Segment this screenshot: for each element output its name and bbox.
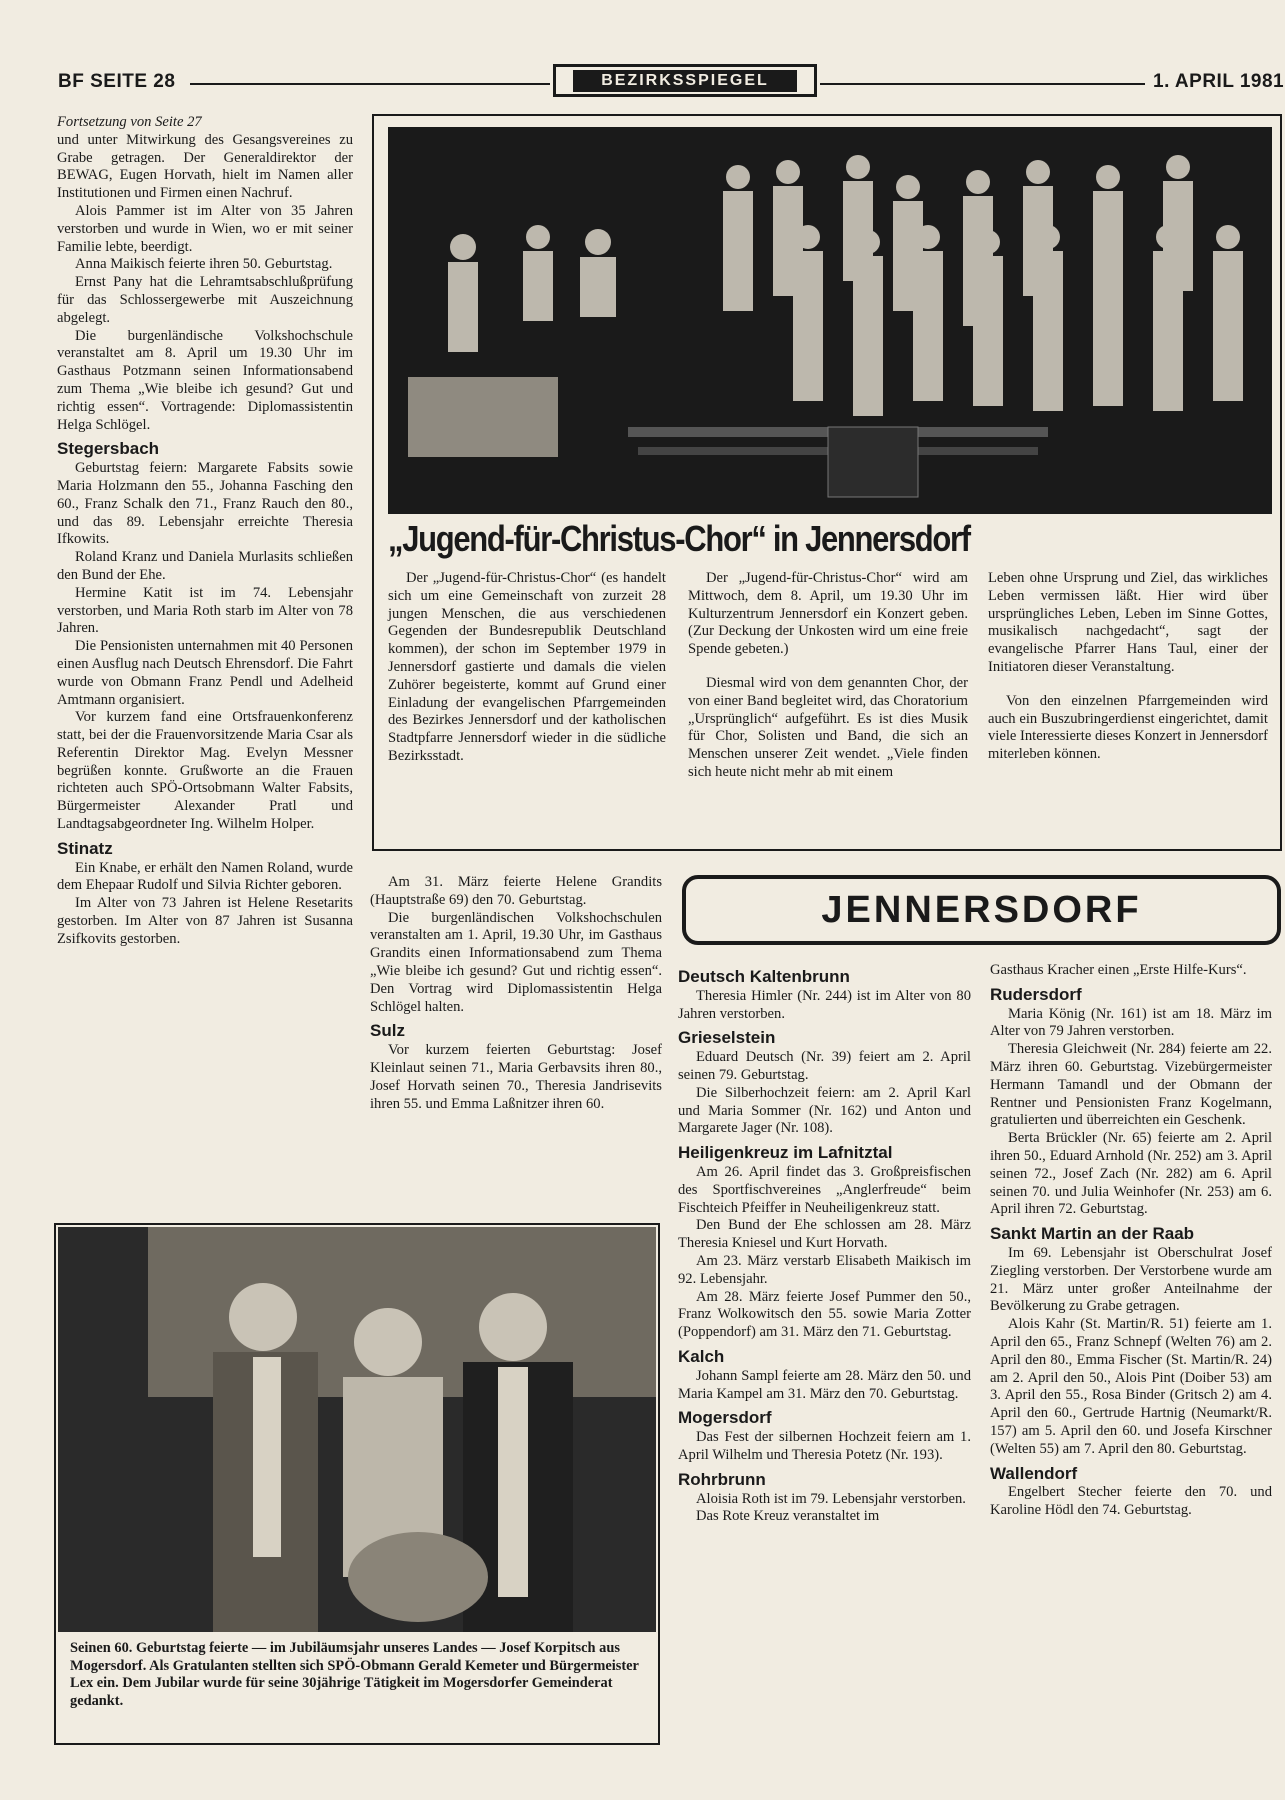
choir-photo-image — [388, 127, 1272, 514]
section-title: BEZIRKSSPIEGEL — [573, 70, 797, 92]
banner-title: JENNERSDORF — [821, 888, 1142, 931]
paragraph: Diesmal wird von dem genannten Chor, der von einer Band begleitet wird, das Choratorium „Ursprünglich“ aufgeführt. Es ist dies Musik für Chor, Solisten und Band, die sich an Menschen unserer Zeit wendet. „Viele finden sich heute nicht mehr ab mit einem — [688, 674, 968, 780]
paragraph: Das Fest der silbernen Hochzeit feiern am 1. April Wilhelm und Theresia Potetz (Nr. 193). — [678, 1429, 971, 1463]
paragraph: Gasthaus Kracher einen „Erste Hilfe-Kurs“. — [990, 962, 1247, 978]
feature-column-3 — [988, 570, 1268, 764]
paragraph: Alois Kahr (St. Martin/R. 51) feierte am 1. April den 65., Franz Schnepf (Welten 76) am 2. April den 80., Emma Fischer (St. Martin/R. 24) am 2. April den 50., Alois Pint (Doiber 53) am 3. April den 55., Rosa Binder (Gritsch 2) am 4. April den 60., Gertrude Hartnig (Neumarkt/R. 157) am 5. April den 60. und Josefa Kirschner (Welten 55) am 7. April den 80. Geburtstag. — [990, 1316, 1272, 1457]
paragraph: Am 28. März feierte Josef Pummer den 50., Franz Wolkowitsch den 55. sowie Maria Zotter (Poppendorf) am 31. März den 71. Geburtstag. — [678, 1288, 971, 1341]
locality-heading: Heiligenkreuz im Lafnitztal — [678, 1143, 893, 1163]
feature-column-2 — [688, 570, 968, 782]
paragraph: Vor kurzem fand eine Ortsfrauenkonferenz statt, bei der die Frauenvorsitzende Maria Csar als Referentin Direktor Mag. Evelyn Messner begrüßen konnte. Grußworte an die Frauen richteten auch SPÖ-Ortsobmann Walter Fabsits, Bürgermeister Alexander Pratl und Landtagsabgeordneter Ing. Wilhelm Holper. — [57, 709, 353, 833]
continuation-note: Fortsetzung von Seite 27 — [57, 114, 202, 130]
paragraph: Maria König (Nr. 161) ist am 18. März im Alter von 79 Jahren verstorben. — [990, 1005, 1272, 1040]
locality-heading: Mogersdorf — [678, 1408, 772, 1428]
jennersdorf-banner — [682, 875, 1281, 945]
locality-heading: Rohrbrunn — [678, 1469, 766, 1489]
jennersdorf-column-a — [678, 962, 971, 1526]
paragraph: Die Pensionisten unternahmen mit 40 Personen einen Ausflug nach Deutsch Ehrensdorf. Die Fahrt wurde von Obmann Franz Pendl und Adelheid Amtmann organisiert. — [57, 638, 353, 708]
paragraph: Von den einzelnen Pfarrgemeinden wird auch ein Buszubringerdienst eingerichtet, damit viele Interessierte dieses Konzert in Jennersdorf miterleben können. — [988, 692, 1269, 763]
locality-heading: Grieselstein — [678, 1028, 776, 1048]
paragraph: Die burgenländischen Volkshochschulen veranstalten am 1. April, 19.30 Uhr, im Gasthaus Grandits einen Informationsabend zum Thema „Wie bleibe ich gesund? Gut und richtig essen“. Den Vortrag wird Diplomassistentin Helga Schlögel halten. — [370, 909, 662, 1015]
paragraph: Ernst Pany hat die Lehramtsabschlußprüfung für das Schlossergewerbe mit Auszeichnung abgelegt. — [57, 274, 353, 326]
paragraph: Hermine Katit ist im 74. Lebensjahr verstorben, und Maria Roth starb im Alter von 78 Jahren. — [57, 584, 353, 637]
section-masthead — [553, 64, 817, 97]
paragraph: Aloisia Roth ist im 79. Lebensjahr verstorben. — [696, 1490, 966, 1507]
locality-heading: Wallendorf — [990, 1463, 1078, 1483]
paragraph: Im 69. Lebensjahr ist Oberschulrat Josef Ziegling verstorben. Der Verstorbene wurde am 21. März unter großer Anteilnahme der Bevölkerung zu Grabe getragen. — [990, 1244, 1272, 1315]
locality-heading: Sankt Martin an der Raab — [990, 1224, 1195, 1244]
header-rule-right — [820, 83, 1145, 85]
paragraph: Am 23. März verstarb Elisabeth Maikisch im 92. Lebensjahr. — [678, 1252, 971, 1287]
paragraph: Theresia Gleichweit (Nr. 284) feierte am 22. März ihren 60. Geburtstag. Vizebürgermeister Hermann Tamandl und der Obmann der Rentner und Pensionisten Franz Kogelmann, gratulierten und überreichten ein Geschenk. — [990, 1041, 1272, 1129]
birthday-photo — [58, 1227, 656, 1632]
paragraph: Ein Knabe, er erhält den Namen Roland, wurde dem Ehepaar Rudolf und Silvia Richter geboren. — [57, 859, 353, 894]
paragraph: Leben ohne Ursprung und Ziel, das wirkliches Leben vermissen läßt. Hier wird über ursprüngliches Leben, Leben im Sinne Gottes, musikalisch nachgedacht“, sagt der evangelische Pfarrer Hans Taul, einer der Initiatoren dieser Veranstaltung. — [988, 570, 1268, 675]
jennersdorf-column-b — [990, 962, 1272, 1520]
locality-heading: Kalch — [678, 1346, 725, 1366]
paragraph: Die burgenländische Volkshochschule veranstaltet am 8. April um 19.30 Uhr im Gasthaus Potzmann seinen Informationsabend zum Thema „Wie bleibe ich gesund? Gut und richtig essen“. Vortragende: Diplomassistentin Helga Schlögel. — [57, 327, 353, 433]
page-number: BF SEITE 28 — [58, 71, 176, 92]
paragraph: Am 31. März feierte Helene Grandits (Hauptstraße 69) den 70. Geburtstag. — [370, 874, 662, 908]
section-heading: Stinatz — [57, 838, 113, 858]
paragraph: Roland Kranz und Daniela Murlasits schließen den Bund der Ehe. — [57, 549, 353, 583]
paragraph: Am 26. April findet das 3. Großpreisfischen des Sportfischvereines „Anglerfreude“ beim Fischteich Pfeiffer in Neuheiligenkreuz statt. — [678, 1163, 971, 1216]
left-column — [57, 114, 353, 949]
paragraph: Im Alter von 73 Jahren ist Helene Resetarits gestorben. Im Alter von 87 Jahren ist Susanna Zsifkovits gestorben. — [57, 895, 353, 947]
paragraph: Anna Maikisch feierte ihren 50. Geburtstag. — [75, 256, 333, 273]
paragraph: Engelbert Stecher feierte den 70. und Karoline Hödl den 74. Geburtstag. — [990, 1484, 1272, 1519]
paragraph: Theresia Himler (Nr. 244) ist im Alter von 80 Jahren verstorben. — [678, 987, 971, 1022]
header-rule-left — [190, 83, 550, 85]
paragraph: Die Silberhochzeit feiern: am 2. April Karl und Maria Sommer (Nr. 162) und Anton und Margarete Jager (Nr. 108). — [678, 1084, 971, 1137]
issue-date: 1. APRIL 1981 — [1153, 71, 1285, 92]
paragraph: Eduard Deutsch (Nr. 39) feiert am 2. April seinen 79. Geburtstag. — [678, 1049, 971, 1083]
paragraph: Geburtstag feiern: Margarete Fabsits sowie Maria Holzmann den 55., Johanna Fasching den 60., Franz Schalk den 71., Franz Rauch den 80., und das 89. Lebensjahr erreichte Theresia Ifkowits. — [57, 460, 353, 548]
middle-column — [370, 874, 662, 1113]
paragraph: Den Bund der Ehe schlossen am 28. März Theresia Kniesel und Kurt Horvath. — [678, 1217, 971, 1252]
section-heading: Stegersbach — [57, 439, 160, 459]
feature-column-1 — [388, 570, 666, 766]
paragraph: Vor kurzem feierten Geburtstag: Josef Kleinlaut seinen 71., Maria Gerbavsits ihren 80., Josef Horvath seinen 70., Theresia Jandrisevits ihren 55. und Emma Laßnitzer ihren 60. — [370, 1042, 662, 1112]
paragraph: Der „Jugend-für-Christus-Chor“ (es handelt sich um eine Gemeinschaft von zurzeit 28 jungen Menschen, die aus verschiedenen Gegenden der Bundesrepublik Deutschland kommen), der schon im September 1979 in Jennersdorf gastierte und damals die vielen Zuhörer begeisterte, kommt auf Grund einer Einladung der evangelischen Pfarrgemeinden des Bezirkes Jennersdorf und der katholischen Stadtpfarre Jennersdorf wieder in die südliche Bezirksstadt. — [388, 570, 666, 764]
paragraph: Johann Sampl feierte am 28. März den 50. und Maria Kampel am 31. März den 70. Geburtstag. — [678, 1367, 971, 1402]
paragraph: Der „Jugend-für-Christus-Chor“ wird am Mittwoch, dem 8. April, um 19.30 Uhr im Kulturzentrum Jennersdorf ein Konzert geben. (Zur Deckung der Unkosten wird um eine freie Spende gebeten.) — [688, 570, 968, 658]
paragraph: und unter Mitwirkung des Gesangsvereines zu Grabe getragen. Der Generaldirektor der BEWAG, Eugen Horvath, hielt im Namen aller Institutionen und Firmen einen Nachruf. — [57, 131, 353, 202]
paragraph: Alois Pammer ist im Alter von 35 Jahren verstorben und wurde in Wien, wo er mit seiner Familie lebte, beerdigt. — [57, 202, 353, 255]
birthday-photo-image — [58, 1227, 656, 1632]
paragraph: Berta Brückler (Nr. 65) feierte am 2. April ihren 50., Eduard Arnhold (Nr. 252) am 3. April seinen 72., Josef Zach (Nr. 282) am 6. April seinen 70. und Julia Weinhofer (Nr. 253) am 6. April ihren 72. Geburtstag. — [990, 1130, 1272, 1218]
locality-heading: Rudersdorf — [990, 984, 1082, 1004]
section-heading: Sulz — [370, 1021, 405, 1041]
feature-headline: „Jugend-für-Christus-Chor“ in Jennersdorf — [388, 518, 970, 559]
locality-heading: Deutsch Kaltenbrunn — [678, 967, 850, 986]
paragraph: Das Rote Kreuz veranstaltet im — [696, 1508, 880, 1525]
birthday-photo-caption: Seinen 60. Geburtstag feierte — im Jubiläumsjahr unseres Landes — Josef Korpitsch aus Mogersdorf. Als Gratulanten stellten sich SPÖ-Obmann Gerald Kemeter und Bürgermeister Lex ein. Dem Jubilar wurde für seine 30jährige Tätigkeit im Mogersdorfer Gemeinderat gedankt. — [70, 1640, 639, 1709]
choir-photo — [388, 127, 1272, 514]
